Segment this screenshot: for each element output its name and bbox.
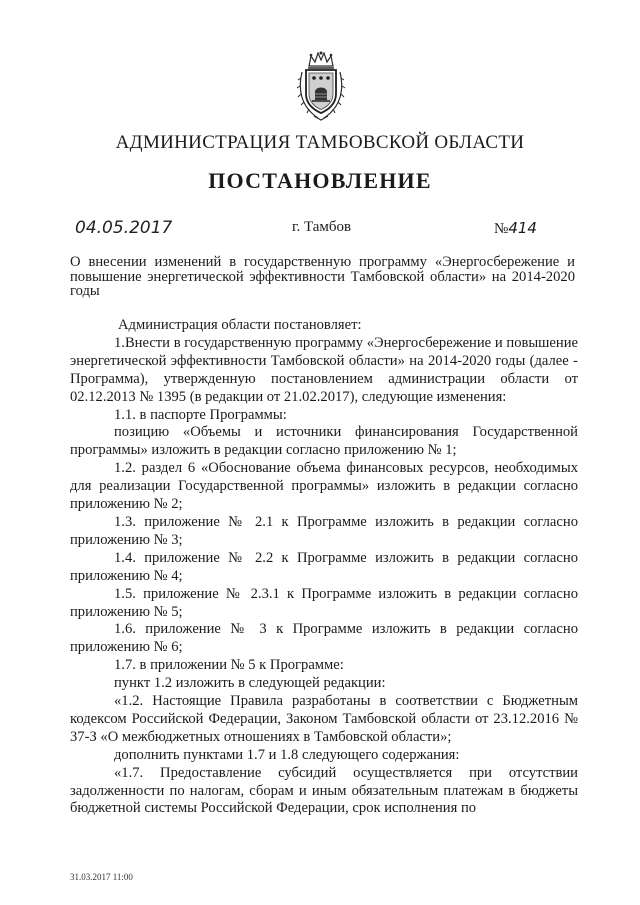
document-city: г. Тамбов: [292, 219, 352, 235]
body-paragraph: пункт 1.2 изложить в следующей редакции:: [114, 675, 386, 692]
organization-name: АДМИНИСТРАЦИЯ ТАМБОВСКОЙ ОБЛАСТИ: [115, 132, 525, 153]
body-paragraph: «1.7. Предоставление субсидий осуществляется при отсутствии задолженности по налогам, сборам и иным обязательным платежам в бюджеты бюджетной системы Российской Федерации, срок исполнения по: [70, 764, 578, 817]
body-paragraph: позицию «Объемы и источники финансирования Государственной программы» изложить в редакции согласно приложению № 1;: [70, 424, 578, 459]
number-value: 414: [508, 219, 537, 237]
body-paragraph: 1.4. приложение № 2.2 к Программе изложить в редакции согласно приложению № 4;: [70, 549, 578, 584]
tambov-coat-of-arms-icon: [296, 50, 346, 122]
body-paragraph: 1.3. приложение № 2.1 к Программе изложить в редакции согласно приложению № 3;: [70, 513, 578, 548]
document-number: [494, 219, 537, 238]
body-paragraph: 1.2. раздел 6 «Обоснование объема финансовых ресурсов, необходимых для реализации Государственной программы» изложить в редакции согласно приложению № 2;: [70, 460, 578, 513]
body-paragraph: «1.2. Настоящие Правила разработаны в соответствии с Бюджетным кодексом Российской Федерации, Законом Тамбовской области от 23.12.2016 № 37-З «О межбюджетных отношениях в Тамбовской области»;: [70, 693, 578, 745]
document-body: [70, 317, 578, 818]
body-paragraph: 1.Внести в государственную программу «Энергосбережение и повышение энергетической эффективности Тамбовской области» на 2014-2020 годы (далее - Программа), утвержденную постановлением администрации области от 02.12.2013 № 1395 (в редакции от 21.02.2017), следующие изменения:: [70, 334, 578, 405]
document-date: 04.05.2017: [75, 218, 173, 238]
body-paragraph: 1.1. в паспорте Программы:: [114, 406, 287, 423]
footer-timestamp: 31.03.2017 11:00: [70, 872, 133, 882]
body-paragraph: 1.6. приложение № 3 к Программе изложить в редакции согласно приложению № 6;: [70, 621, 578, 656]
number-sign: №: [494, 221, 509, 237]
document-subject: О внесении изменений в государственную программу «Энергосбережение и повышение энергетической эффективности Тамбовской области» на 2014-2020 годы: [70, 254, 575, 299]
body-paragraph: 1.7. в приложении № 5 к Программе:: [114, 657, 344, 674]
document-type-title: ПОСТАНОВЛЕНИЕ: [208, 168, 432, 193]
body-paragraph: дополнить пунктами 1.7 и 1.8 следующего содержания:: [114, 746, 460, 763]
preamble-paragraph: Администрация области постановляет:: [118, 317, 362, 333]
body-paragraph: 1.5. приложение № 2.3.1 к Программе изложить в редакции согласно приложению № 5;: [70, 585, 578, 620]
